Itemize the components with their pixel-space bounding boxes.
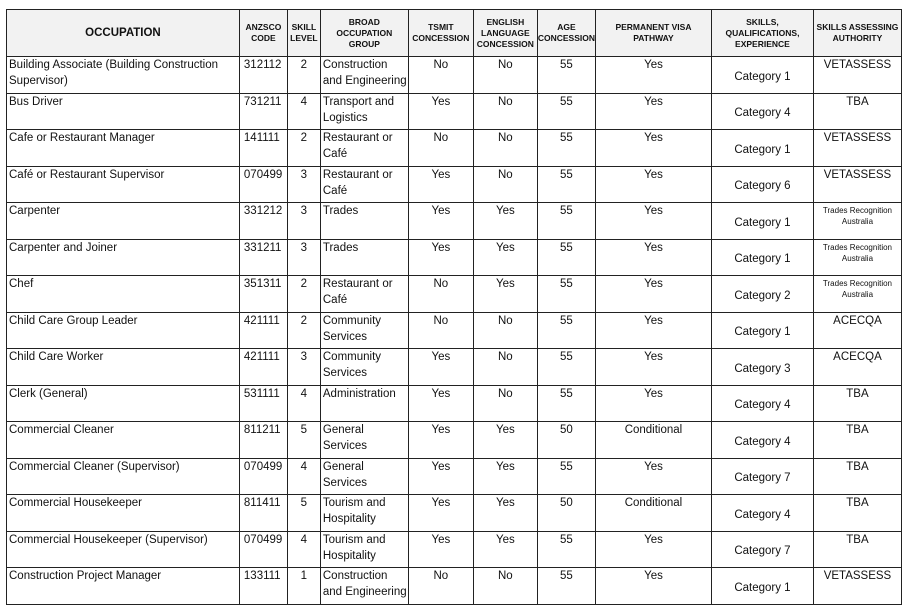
cell-occupation-group: Administration [320,385,408,422]
cell-assessing-authority: VETASSESS [813,568,901,605]
cell-skill-level: 1 [287,568,320,605]
occupation-table-container [6,9,902,605]
cell-age-concession: 55 [537,239,595,276]
table-header [7,10,902,57]
table-row [7,93,902,130]
cell-english-concession: Yes [473,203,537,240]
cell-english-concession: No [473,385,537,422]
cell-visa-pathway: Yes [595,458,711,495]
cell-assessing-authority: Trades Recognition Australia [813,203,901,240]
cell-skills-category: Category 3 [711,349,813,386]
cell-occupation: Commercial Cleaner [7,422,240,459]
cell-occupation-group: Restaurant or Café [320,276,408,313]
cell-english-concession: Yes [473,239,537,276]
cell-tsmit-concession: Yes [408,93,473,130]
cell-tsmit-concession: No [408,312,473,349]
cell-occupation: Café or Restaurant Supervisor [7,166,240,203]
cell-occupation-group: General Services [320,458,408,495]
cell-assessing-authority: TBA [813,495,901,532]
cell-skill-level: 3 [287,166,320,203]
cell-occupation: Clerk (General) [7,385,240,422]
cell-assessing-authority: TBA [813,385,901,422]
table-row [7,458,902,495]
header-skills-assessing-authority: SKILLS ASSESSING AUTHORITY [813,10,901,57]
header-skill-level: SKILL LEVEL [287,10,320,57]
table-row [7,568,902,605]
cell-skills-category: Category 2 [711,276,813,313]
cell-visa-pathway: Yes [595,93,711,130]
cell-age-concession: 55 [537,312,595,349]
cell-age-concession: 55 [537,531,595,568]
cell-english-concession: No [473,166,537,203]
header-skills-qualifications-experience: SKILLS, QUALIFICATIONS, EXPERIENCE [711,10,813,57]
cell-skill-level: 3 [287,203,320,240]
table-row [7,349,902,386]
table-row [7,495,902,532]
cell-visa-pathway: Conditional [595,495,711,532]
table-row [7,166,902,203]
cell-age-concession: 55 [537,276,595,313]
cell-occupation: Cafe or Restaurant Manager [7,130,240,167]
cell-age-concession: 55 [537,458,595,495]
cell-anzsco-code: 531111 [239,385,287,422]
cell-skill-level: 5 [287,495,320,532]
header-row [7,10,902,57]
cell-occupation-group: Construction and Engineering [320,57,408,94]
cell-english-concession: No [473,93,537,130]
cell-visa-pathway: Conditional [595,422,711,459]
cell-age-concession: 50 [537,495,595,532]
cell-occupation: Child Care Worker [7,349,240,386]
header-english-language-concession: ENGLISH LANGUAGE CONCESSION [473,10,537,57]
cell-assessing-authority: Trades Recognition Australia [813,239,901,276]
cell-skill-level: 3 [287,349,320,386]
cell-skill-level: 2 [287,312,320,349]
cell-skills-category: Category 6 [711,166,813,203]
cell-tsmit-concession: Yes [408,385,473,422]
cell-tsmit-concession: No [408,276,473,313]
cell-assessing-authority: VETASSESS [813,57,901,94]
cell-age-concession: 55 [537,385,595,422]
header-permanent-visa-pathway: PERMANENT VISA PATHWAY [595,10,711,57]
cell-anzsco-code: 141111 [239,130,287,167]
header-occupation: OCCUPATION [7,10,240,57]
cell-occupation: Child Care Group Leader [7,312,240,349]
cell-occupation-group: General Services [320,422,408,459]
cell-skills-category: Category 1 [711,568,813,605]
cell-tsmit-concession: No [408,130,473,167]
cell-visa-pathway: Yes [595,276,711,313]
cell-age-concession: 55 [537,203,595,240]
cell-skills-category: Category 7 [711,531,813,568]
cell-tsmit-concession: Yes [408,458,473,495]
cell-skills-category: Category 4 [711,422,813,459]
cell-occupation: Carpenter [7,203,240,240]
cell-visa-pathway: Yes [595,531,711,568]
cell-assessing-authority: TBA [813,422,901,459]
cell-anzsco-code: 351311 [239,276,287,313]
cell-anzsco-code: 811211 [239,422,287,459]
cell-tsmit-concession: Yes [408,531,473,568]
cell-occupation-group: Restaurant or Café [320,130,408,167]
cell-assessing-authority: TBA [813,458,901,495]
cell-english-concession: Yes [473,531,537,568]
cell-skill-level: 2 [287,276,320,313]
cell-tsmit-concession: Yes [408,495,473,532]
cell-english-concession: No [473,57,537,94]
cell-anzsco-code: 070499 [239,166,287,203]
cell-occupation-group: Restaurant or Café [320,166,408,203]
cell-occupation: Construction Project Manager [7,568,240,605]
cell-english-concession: Yes [473,276,537,313]
cell-visa-pathway: Yes [595,349,711,386]
cell-english-concession: No [473,130,537,167]
cell-visa-pathway: Yes [595,203,711,240]
header-broad-occupation-group: BROAD OCCUPATION GROUP [320,10,408,57]
cell-english-concession: No [473,568,537,605]
cell-skills-category: Category 1 [711,312,813,349]
table-row [7,531,902,568]
cell-tsmit-concession: No [408,568,473,605]
header-anzsco-code: ANZSCO CODE [239,10,287,57]
cell-skills-category: Category 1 [711,203,813,240]
cell-assessing-authority: VETASSESS [813,166,901,203]
cell-tsmit-concession: Yes [408,239,473,276]
cell-assessing-authority: Trades Recognition Australia [813,276,901,313]
cell-assessing-authority: TBA [813,93,901,130]
cell-english-concession: Yes [473,422,537,459]
cell-visa-pathway: Yes [595,166,711,203]
cell-skill-level: 2 [287,130,320,167]
cell-assessing-authority: ACECQA [813,349,901,386]
cell-skill-level: 3 [287,239,320,276]
cell-visa-pathway: Yes [595,312,711,349]
cell-anzsco-code: 133111 [239,568,287,605]
cell-skills-category: Category 4 [711,385,813,422]
cell-skill-level: 4 [287,93,320,130]
cell-assessing-authority: TBA [813,531,901,568]
cell-occupation-group: Trades [320,239,408,276]
cell-skill-level: 4 [287,458,320,495]
cell-skills-category: Category 1 [711,130,813,167]
cell-anzsco-code: 421111 [239,312,287,349]
cell-assessing-authority: VETASSESS [813,130,901,167]
cell-age-concession: 55 [537,349,595,386]
cell-assessing-authority: ACECQA [813,312,901,349]
cell-skill-level: 4 [287,385,320,422]
occupation-table [6,9,902,605]
cell-anzsco-code: 312112 [239,57,287,94]
header-tsmit-concession: TSMIT CONCESSION [408,10,473,57]
cell-visa-pathway: Yes [595,130,711,167]
cell-occupation-group: Tourism and Hospitality [320,531,408,568]
cell-anzsco-code: 731211 [239,93,287,130]
cell-english-concession: No [473,312,537,349]
table-row [7,276,902,313]
cell-anzsco-code: 811411 [239,495,287,532]
cell-anzsco-code: 070499 [239,531,287,568]
cell-occupation-group: Construction and Engineering [320,568,408,605]
cell-age-concession: 55 [537,568,595,605]
table-body [7,57,902,605]
cell-skills-category: Category 4 [711,93,813,130]
table-row [7,422,902,459]
cell-age-concession: 55 [537,130,595,167]
cell-occupation: Commercial Housekeeper (Supervisor) [7,531,240,568]
cell-tsmit-concession: Yes [408,349,473,386]
cell-anzsco-code: 331212 [239,203,287,240]
cell-occupation: Chef [7,276,240,313]
cell-skills-category: Category 7 [711,458,813,495]
cell-occupation: Building Associate (Building Construction Supervisor) [7,57,240,94]
table-row [7,239,902,276]
cell-occupation-group: Community Services [320,312,408,349]
cell-tsmit-concession: Yes [408,166,473,203]
table-row [7,203,902,240]
cell-occupation-group: Community Services [320,349,408,386]
cell-english-concession: No [473,349,537,386]
cell-visa-pathway: Yes [595,57,711,94]
table-row [7,312,902,349]
cell-skills-category: Category 1 [711,57,813,94]
cell-occupation: Commercial Housekeeper [7,495,240,532]
cell-occupation-group: Tourism and Hospitality [320,495,408,532]
cell-occupation-group: Transport and Logistics [320,93,408,130]
cell-english-concession: Yes [473,495,537,532]
table-row [7,130,902,167]
cell-skill-level: 5 [287,422,320,459]
cell-visa-pathway: Yes [595,385,711,422]
header-age-concession: AGE CONCESSION [537,10,595,57]
cell-tsmit-concession: Yes [408,203,473,240]
table-row [7,57,902,94]
cell-anzsco-code: 421111 [239,349,287,386]
cell-age-concession: 55 [537,166,595,203]
cell-occupation: Bus Driver [7,93,240,130]
cell-anzsco-code: 331211 [239,239,287,276]
cell-tsmit-concession: No [408,57,473,94]
cell-occupation-group: Trades [320,203,408,240]
table-row [7,385,902,422]
cell-visa-pathway: Yes [595,568,711,605]
cell-visa-pathway: Yes [595,239,711,276]
cell-skill-level: 4 [287,531,320,568]
cell-occupation: Commercial Cleaner (Supervisor) [7,458,240,495]
cell-skills-category: Category 4 [711,495,813,532]
cell-age-concession: 55 [537,93,595,130]
cell-anzsco-code: 070499 [239,458,287,495]
cell-age-concession: 50 [537,422,595,459]
cell-skill-level: 2 [287,57,320,94]
cell-tsmit-concession: Yes [408,422,473,459]
cell-occupation: Carpenter and Joiner [7,239,240,276]
cell-age-concession: 55 [537,57,595,94]
cell-skills-category: Category 1 [711,239,813,276]
cell-english-concession: Yes [473,458,537,495]
